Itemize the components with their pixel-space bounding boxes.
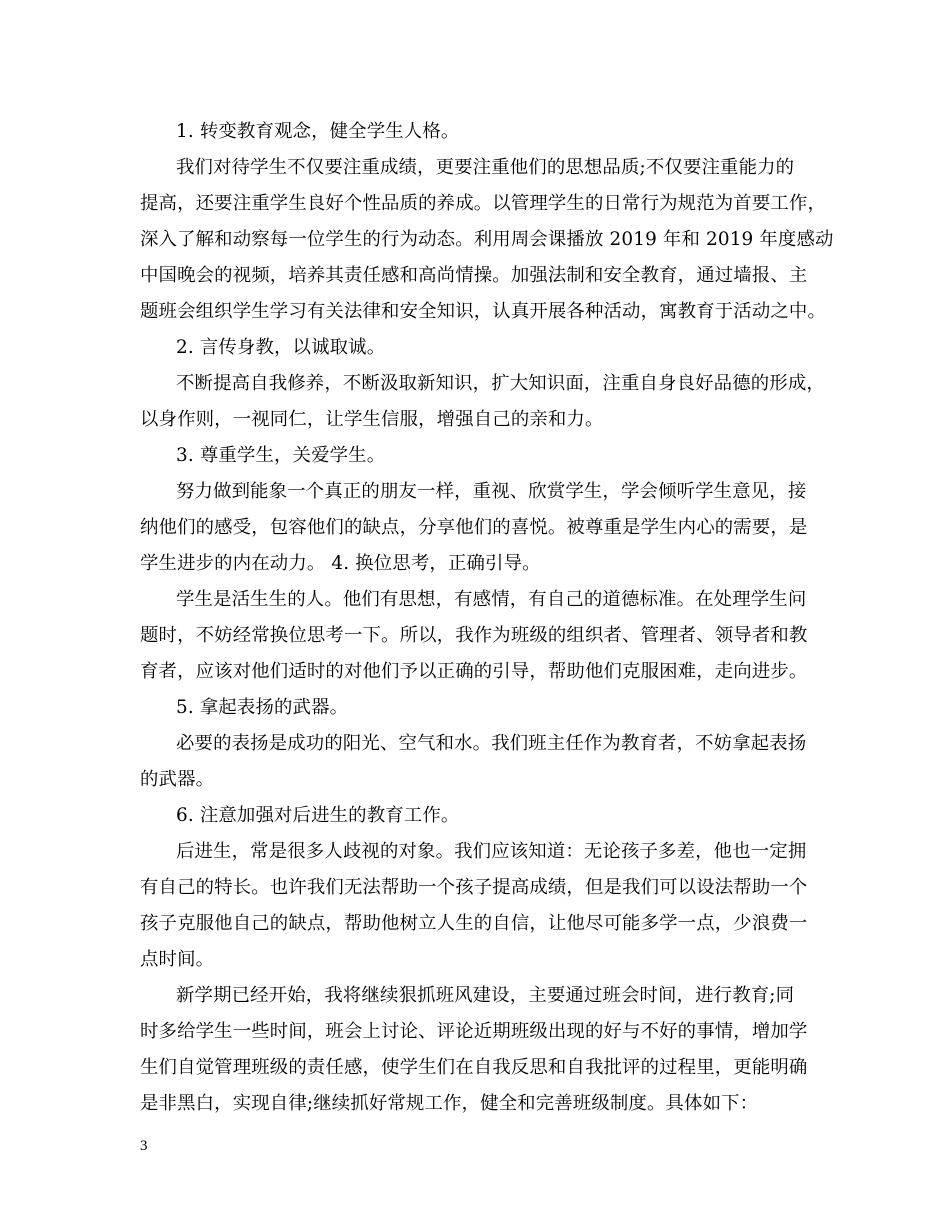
text-line: 以身作则，一视同仁，让学生信服，增强自己的亲和力。 — [140, 409, 604, 430]
text-line: 纳他们的感受，包容他们的缺点，分享他们的喜悦。被尊重是学生内心的需要，是 — [140, 517, 808, 538]
text-line: 生们自觉管理班级的责任感，使学生们在自我反思和自我批评的过程里，更能明确 — [140, 1057, 808, 1078]
text-line: 题时，不妨经常换位思考一下。所以，我作为班级的组织者、管理者、领导者和教 — [140, 625, 808, 646]
section-heading-5 — [140, 690, 820, 726]
paragraph-4 — [140, 582, 820, 690]
text-line: 时多给学生一些时间，班会上讨论、评论近期班级出现的好与不好的事情，增加学 — [140, 1021, 808, 1042]
text-line: 不断提高自我修养，不断汲取新知识，扩大知识面，注重自身良好品德的形成， — [176, 373, 825, 394]
text-line: 有自己的特长。也许我们无法帮助一个孩子提高成绩，但是我们可以设法帮助一个 — [140, 877, 808, 898]
document-body — [140, 114, 834, 1122]
page-number: 3 — [140, 1138, 148, 1154]
text-line: 的武器。 — [140, 769, 215, 790]
paragraph-5 — [140, 726, 820, 798]
paragraph-7 — [140, 978, 820, 1122]
text-line: 点时间。 — [140, 949, 215, 970]
text-line: 新学期已经开始，我将继续狠抓班风建设，主要通过班会时间，进行教育;同 — [176, 985, 795, 1006]
text-line: 题班会组织学生学习有关法律和安全知识，认真开展各种活动，寓教育于活动之中。 — [140, 301, 827, 322]
section-heading-2 — [140, 330, 820, 366]
section-heading-6 — [140, 798, 820, 834]
text-line: 6. 注意加强对后进生的教育工作。 — [176, 805, 460, 826]
text-line: 中国晚会的视频，培养其责任感和高尚情操。加强法制和安全教育，通过墙报、主 — [140, 265, 808, 286]
text-line: 1. 转变教育观念，健全学生人格。 — [176, 121, 460, 142]
text-line: 提高，还要注重学生良好个性品质的养成。以管理学生的日常行为规范为首要工作， — [140, 193, 827, 214]
text-line: 我们对待学生不仅要注重成绩，更要注重他们的思想品质;不仅要注重能力的 — [176, 157, 795, 178]
text-line: 2. 言传身教，以诚取诚。 — [176, 337, 386, 358]
text-line: 学生是活生生的人。他们有思想，有感情，有自己的道德标准。在处理学生问 — [176, 589, 807, 610]
text-line: 是非黑白，实现自律;继续抓好常规工作，健全和完善班级制度。具体如下： — [140, 1093, 759, 1114]
text-line: 后进生，常是很多人歧视的对象。我们应该知道：无论孩子多差，他也一定拥 — [176, 841, 807, 862]
section-heading-1 — [140, 114, 820, 150]
paragraph-6 — [140, 834, 820, 978]
text-line: 努力做到能象一个真正的朋友一样，重视、欣赏学生，学会倾听学生意见，接 — [176, 481, 807, 502]
paragraph-2 — [140, 366, 825, 438]
text-line: 育者，应该对他们适时的对他们予以正确的引导，帮助他们克服困难，走向进步。 — [140, 661, 808, 682]
section-heading-3 — [140, 438, 820, 474]
text-line: 3. 尊重学生，关爱学生。 — [176, 445, 386, 466]
paragraph-1 — [140, 150, 834, 330]
text-line: 必要的表扬是成功的阳光、空气和水。我们班主任作为教育者，不妨拿起表扬 — [176, 733, 807, 754]
text-line: 孩子克服他自己的缺点，帮助他树立人生的自信，让他尽可能多学一点，少浪费一 — [140, 913, 808, 934]
paragraph-3 — [140, 474, 820, 582]
text-line: 学生进步的内在动力。 4. 换位思考，正确引导。 — [140, 553, 541, 574]
text-line: 深入了解和动察每一位学生的行为动态。利用周会课播放 2019 年和 2019 年度感动 — [140, 229, 834, 250]
text-line: 5. 拿起表扬的武器。 — [176, 697, 349, 718]
